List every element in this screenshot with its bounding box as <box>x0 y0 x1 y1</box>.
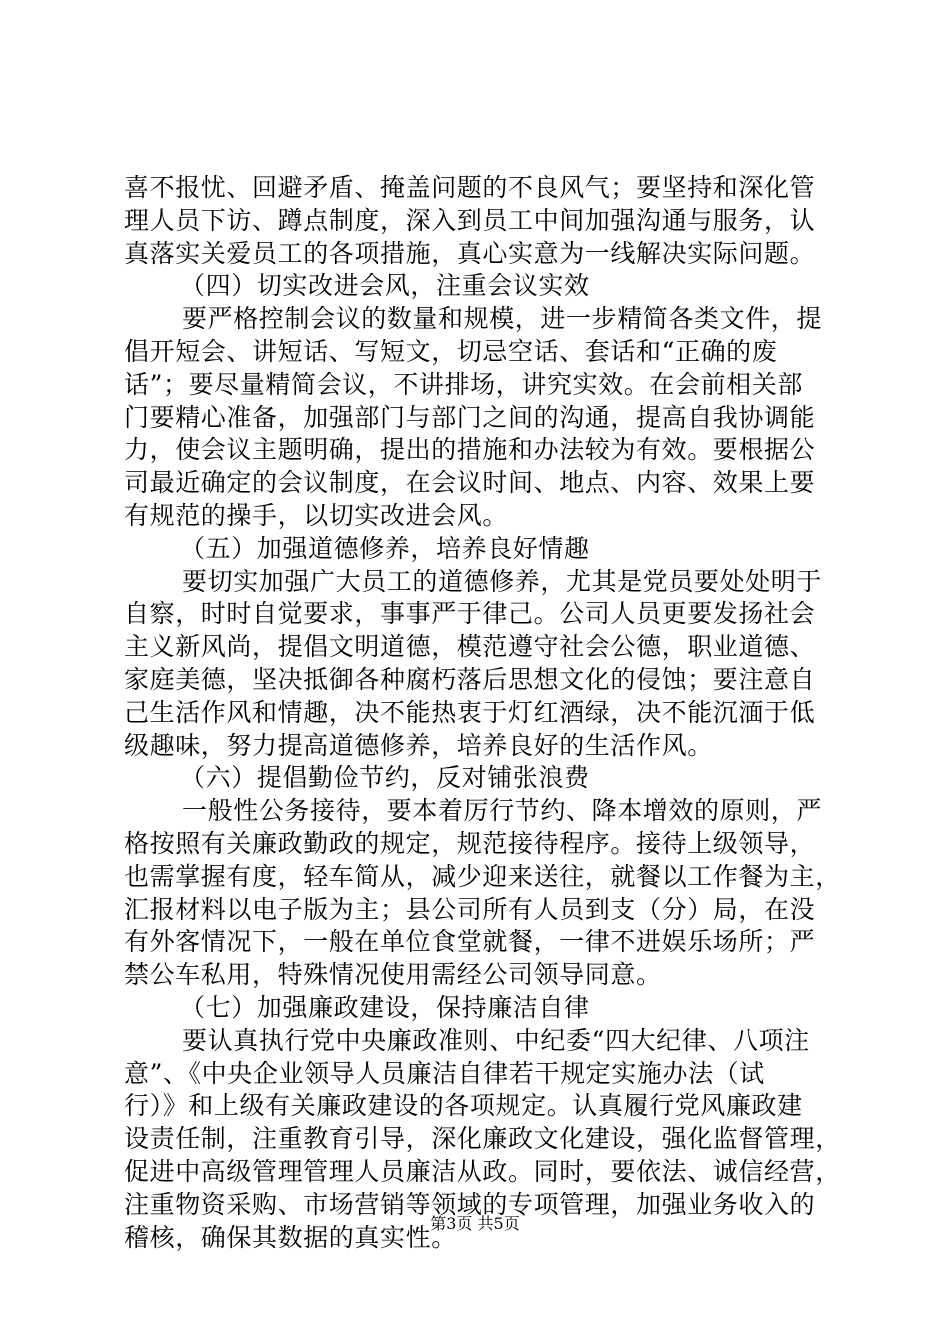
text-line: 要切实加强广大员工的道德修养，尤其是党员要处处明于 <box>182 566 823 596</box>
text-line: 一般性公务接待，要本着厉行节约、降本增效的原则，严 <box>182 796 823 826</box>
text-line: 家庭美德，坚决抵御各种腐朽落后思想文化的侵蚀；要注意自 <box>124 664 816 694</box>
document-body <box>124 172 841 1254</box>
text-line: 设责任制，注重教育引导，深化廉政文化建设，强化监督管理， <box>124 1124 841 1154</box>
section-heading: （四）切实改进会风，注重会议实效 <box>180 271 590 301</box>
text-line: 己生活作风和情趣，决不能热衷于灯红酒绿，决不能沉湎于低 <box>124 697 816 727</box>
text-line: 注重物资采购、市场营销等领域的专项管理，加强业务收入的 <box>124 1189 816 1219</box>
text-line: 要认真执行党中央廉政准则、中纪委“四大纪律、八项注 <box>182 1025 810 1055</box>
text-line: 意”、《中央企业领导人员廉洁自律若干规定实施办法（试 <box>124 1058 765 1088</box>
text-line: 主义新风尚，提倡文明道德，模范遵守社会公德，职业道德、 <box>124 632 816 662</box>
text-line: 也需掌握有度，轻车简从，减少迎来送往，就餐以工作餐为主， <box>124 861 841 891</box>
text-line: 格按照有关廉政勤政的规定，规范接待程序。接待上级领导， <box>124 828 816 858</box>
text-line: 门要精心准备，加强部门与部门之间的沟通，提高自我协调能 <box>124 402 816 432</box>
text-line: 自察，时时自觉要求，事事严于律己。公司人员更要发扬社会 <box>124 599 816 629</box>
text-line: 话”；要尽量精简会议，不讲排场，讲究实效。在会前相关部 <box>124 369 803 399</box>
text-line: 司最近确定的会议制度，在会议时间、地点、内容、效果上要 <box>124 468 816 498</box>
text-line: 喜不报忧、回避矛盾、掩盖问题的不良风气；要坚持和深化管 <box>124 173 816 202</box>
text-line: 禁公车私用，特殊情况使用需经公司领导同意。 <box>124 960 662 990</box>
text-line: 要严格控制会议的数量和规模，进一步精简各类文件，提 <box>182 304 823 334</box>
page-footer: 第3页 共5页 <box>430 1214 520 1233</box>
text-line: 真落实关爱员工的各项措施，真心实意为一线解决实际问题。 <box>124 238 816 268</box>
text-line: 有规范的操手，以切实改进会风。 <box>124 500 509 530</box>
text-line: 行）》和上级有关廉政建设的各项规定。认真履行党风廉政建 <box>124 1091 803 1121</box>
text-line: 理人员下访、蹲点制度，深入到员工中间加强沟通与服务，认 <box>124 205 816 235</box>
section-heading: （七）加强廉政建设，保持廉洁自律 <box>180 992 590 1022</box>
text-line: 稽核，确保其数据的真实性。 <box>124 1222 457 1252</box>
text-line: 促进中高级管理管理人员廉洁从政。同时，要依法、诚信经营， <box>124 1156 841 1186</box>
section-heading: （六）提倡勤俭节约，反对铺张浪费 <box>180 763 590 793</box>
section-heading: （五）加强道德修养，培养良好情趣 <box>180 533 590 563</box>
text-line: 级趣味，努力提高道德修养，培养良好的生活作风。 <box>124 730 713 760</box>
text-line: 力，使会议主题明确，提出的措施和办法较为有效。要根据公 <box>124 435 816 465</box>
text-line: 汇报材料以电子版为主；县公司所有人员到支（分）局，在没 <box>124 894 816 924</box>
text-line: 有外客情况下，一般在单位食堂就餐，一律不进娱乐场所；严 <box>124 927 816 957</box>
text-line: 倡开短会、讲短话、写短文，切忌空话、套话和“正确的废 <box>124 336 778 366</box>
